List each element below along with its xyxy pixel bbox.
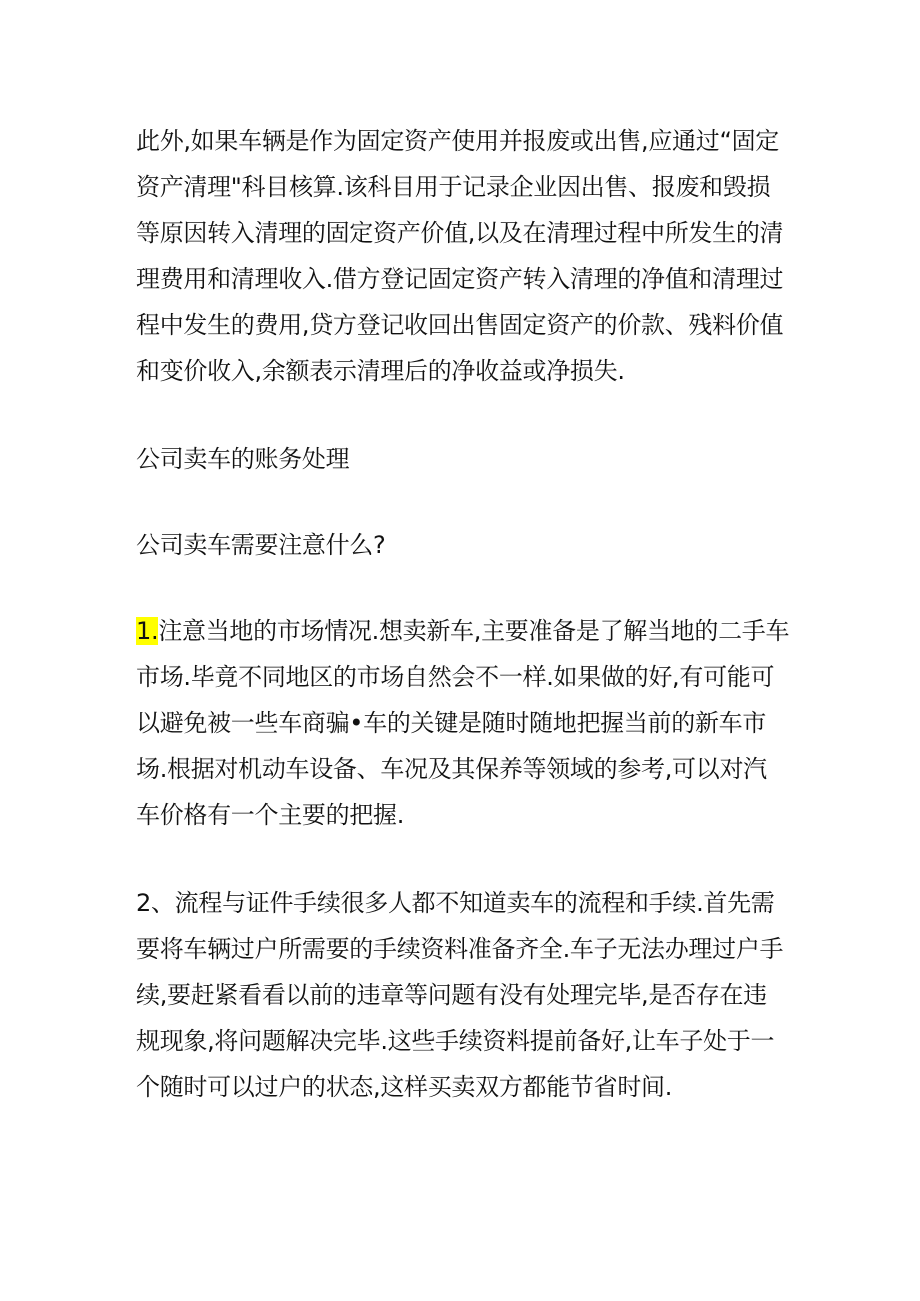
list-item-market xyxy=(136,608,790,838)
highlighted-item-number: 1. xyxy=(136,617,159,645)
section-heading: 公司卖车的账务处理 xyxy=(136,445,350,473)
list-item-procedures: 2、流程与证件手续很多人都不知道卖车的流程和手续.首先需要将车辆过户所需要的手续资料准备齐全.车子无法办理过户手续,要赶紧看看以前的违章等问题有没有处理完毕,是否存在违规现象,将问题解决完毕.这些手续资料提前备好,让车子处于一个随时可以过户的状态,这样买卖双方都能节省时间. xyxy=(136,889,784,1101)
paragraph-fixed-asset-clearing: 此外,如果车辆是作为固定资产使用并报废或出售,应通过“固定资产清理"科目核算.该科目用于记录企业因出售、报废和毁损等原因转入清理的固定资产价值,以及在清理过程中所发生的清理费用和清理收入.借方登记固定资产转入清理的净值和清理过程中发生的费用,贷方登记收回出售固定资产的价款、残料价值和变价收入,余额表示清理后的净收益或净损失. xyxy=(136,127,784,385)
section-question: 公司卖车需要注意什么? xyxy=(136,531,386,559)
list-item-market-text: 注意当地的市场情况.想卖新车,主要准备是了解当地的二手车市场.毕竟不同地区的市场自然会不一样.如果做的好,有可能可以避免被一些车商骗•车的关键是随时随地把握当前的新车市场.根据对机动车设备、车况及其保养等领域的参考,可以对汽车价格有一个主要的把握. xyxy=(136,617,790,829)
